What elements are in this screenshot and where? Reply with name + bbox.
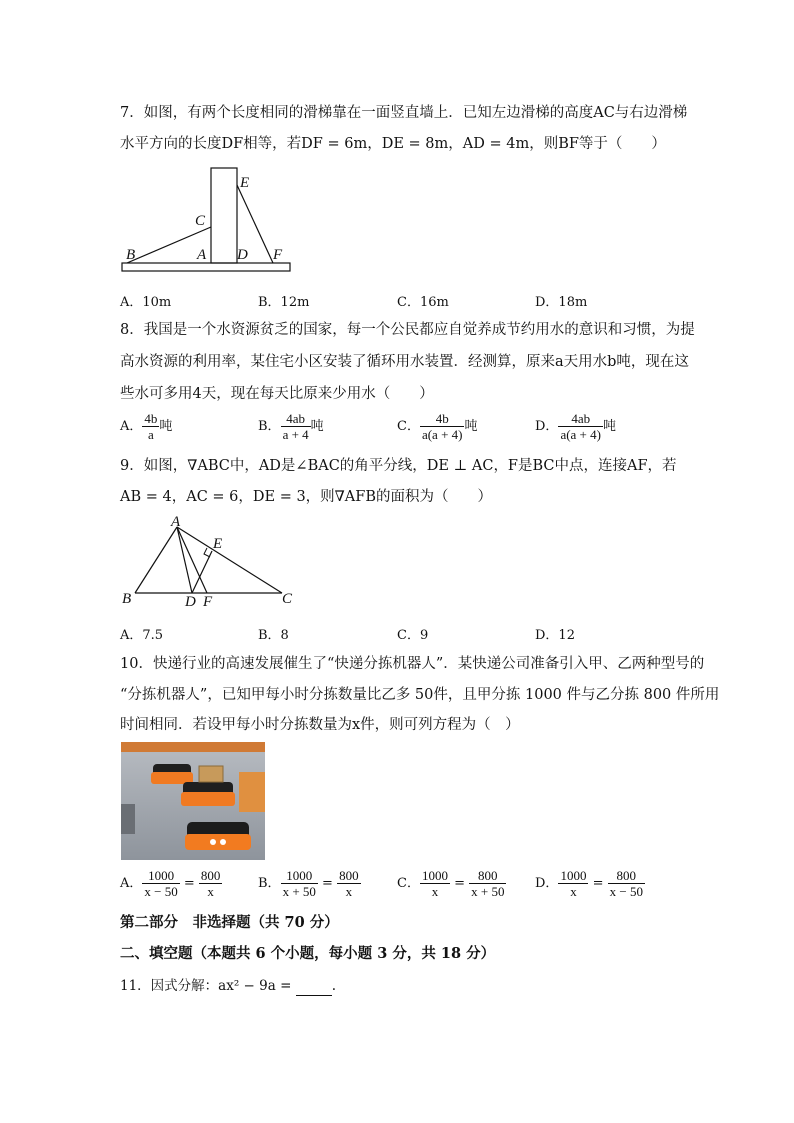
label-B: B bbox=[126, 247, 136, 263]
label-D: D bbox=[237, 247, 248, 263]
label-E: E bbox=[240, 175, 250, 191]
q10-option-b[interactable]: B． $\frac{1000}{x + 50}$ = $\frac{800}{x}$ bbox=[258, 868, 359, 899]
q8-line2: 高水资源的利用率，某住宅小区安装了循环用水装置．经测算，原来a天用水b吨，现在这 bbox=[120, 354, 689, 370]
q10-line2: “分拣机器人”，已知甲每小时分拣数量比乙多 50件，且甲分拣 1000 件与乙分拣 800 件所用 bbox=[120, 687, 720, 703]
q8-option-b[interactable]: B． $\frac{4ab}{a + 4}$ 吨 bbox=[258, 411, 324, 442]
q7-option-d[interactable]: D．18m bbox=[535, 295, 588, 310]
q8-option-a[interactable]: A． $\frac{4b}{a}$ 吨 bbox=[120, 411, 173, 442]
label-C: C bbox=[195, 213, 206, 229]
q7-option-b[interactable]: B．12m bbox=[258, 295, 310, 310]
q11-line: 11．因式分解：ax² − 9a = . bbox=[120, 978, 336, 994]
part-2-heading: 第二部分 非选择题（共 70 分） bbox=[120, 914, 339, 931]
q8-line1: 8．我国是一个水资源贫乏的国家，每一个公民都应自觉养成节约用水的意识和习惯，为提 bbox=[120, 322, 695, 338]
q9-line2: AB = 4，AC = 6，DE = 3，则∇AFB的面积为（ ） bbox=[120, 489, 492, 505]
q9-option-a[interactable]: A．7.5 bbox=[120, 628, 164, 643]
ladder-wall-figure bbox=[115, 165, 300, 275]
q9-line1: 9．如图，∇ABC中，AD是∠BAC的角平分线，DE ⊥ AC，F是BC中点，连接AF，若 bbox=[120, 458, 677, 474]
q7-option-c[interactable]: C．16m bbox=[397, 295, 449, 310]
q10-line1: 10．快递行业的高速发展催生了“快递分拣机器人”．某快递公司准备引入甲、乙两种型号的 bbox=[120, 656, 705, 672]
q10-option-a[interactable]: A． $\frac{1000}{x - 50}$ = $\frac{800}{x}$ bbox=[120, 868, 221, 899]
q10-line3: 时间相同．若设甲每小时分拣数量为x件，则可列方程为（ ） bbox=[120, 717, 520, 733]
q11-answer-blank[interactable] bbox=[296, 981, 332, 996]
label-F: F bbox=[273, 247, 283, 263]
q9-option-d[interactable]: D．12 bbox=[535, 628, 575, 643]
label-B: B bbox=[122, 591, 132, 607]
label-C: C bbox=[282, 591, 293, 607]
q8-option-c[interactable]: C． $\frac{4b}{a(a + 4)}$ 吨 bbox=[397, 411, 478, 442]
section-2-heading: 二、填空题（本题共 6 个小题，每小题 3 分，共 18 分） bbox=[120, 945, 496, 962]
q10-option-d[interactable]: D． $\frac{1000}{x}$ = $\frac{800}{x - 50}$ bbox=[535, 868, 643, 899]
q7-line2: 水平方向的长度DF相等，若DF = 6m，DE = 8m，AD = 4m，则BF等于（ ） bbox=[120, 136, 666, 152]
q9-option-b[interactable]: B．8 bbox=[258, 628, 289, 643]
triangle-figure bbox=[115, 515, 300, 607]
label-F: F bbox=[203, 594, 213, 607]
q10-option-c[interactable]: C． $\frac{1000}{x}$ = $\frac{800}{x + 50}$ bbox=[397, 868, 505, 899]
q8-option-d[interactable]: D． $\frac{4ab}{a(a + 4)}$ 吨 bbox=[535, 411, 616, 442]
label-A: A bbox=[197, 247, 207, 263]
label-E: E bbox=[213, 536, 223, 552]
q9-option-c[interactable]: C．9 bbox=[397, 628, 429, 643]
q7-option-a[interactable]: A．10m bbox=[120, 295, 172, 310]
q7-line1: 7．如图，有两个长度相同的滑梯靠在一面竖直墙上．已知左边滑梯的高度AC与右边滑梯 bbox=[120, 105, 688, 121]
label-D: D bbox=[185, 594, 196, 607]
sorting-robots-photo bbox=[121, 742, 265, 860]
q8-line3: 些水可多用4天，现在每天比原来少用水（ ） bbox=[120, 386, 434, 402]
label-A: A bbox=[171, 515, 181, 530]
